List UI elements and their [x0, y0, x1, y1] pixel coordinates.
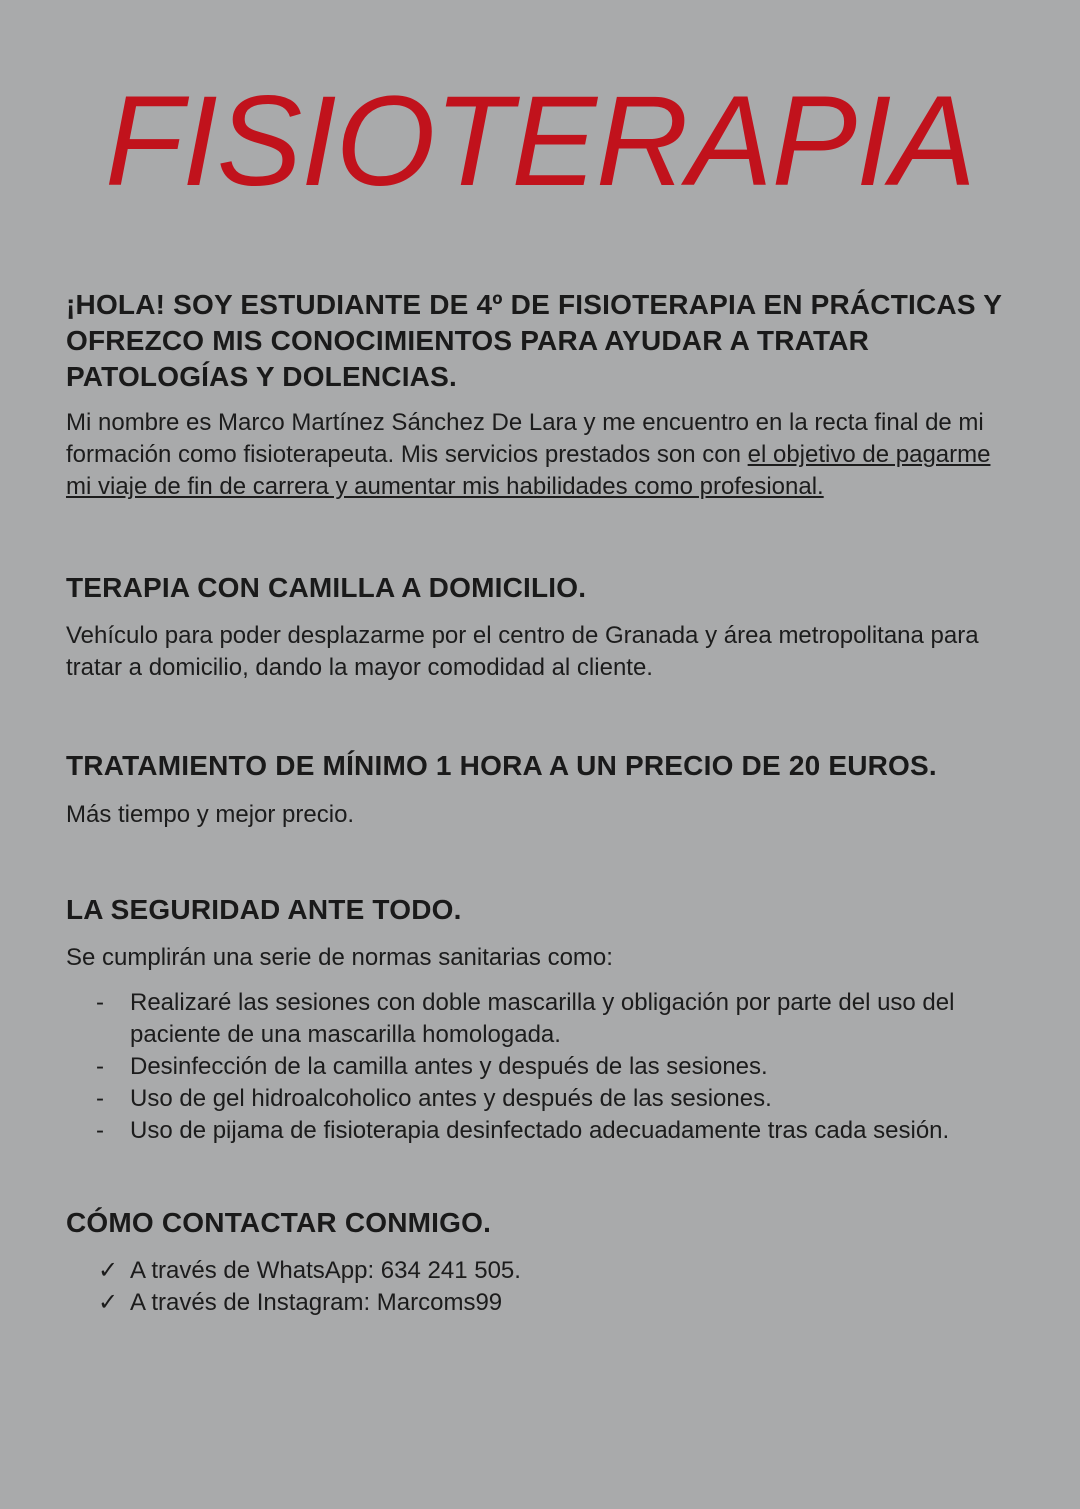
intro-text: [66, 407, 1016, 503]
contact-heading: CÓMO CONTACTAR CONMIGO.: [66, 1207, 492, 1238]
home-therapy-heading: TERAPIA CON CAMILLA A DOMICILIO.: [66, 572, 587, 603]
contact-section: [66, 1205, 1016, 1319]
intro-text-underlined: el objetivo de pagarme mi viaje de fin de carrera y aumentar mis habilidades como profesional.: [66, 441, 991, 500]
intro-text-plain: Mi nombre es Marco Martínez Sánchez De Lara y me encuentro en la recta final de mi formación como fisioterapeuta. Mis servicios prestados son con: [66, 409, 984, 468]
home-therapy-text: Vehículo para poder desplazarme por el centro de Granada y área metropolitana para tratar a domicilio, dando la mayor comodidad al cliente.: [66, 622, 979, 681]
list-item: - Desinfección de la camilla antes y después de las sesiones.: [66, 1051, 1016, 1083]
contact-list: [66, 1255, 1016, 1319]
safety-heading: LA SEGURIDAD ANTE TODO.: [66, 894, 462, 925]
contact-item-whatsapp: ✓ A través de WhatsApp: 634 241 505.: [66, 1255, 1016, 1287]
dash-bullet: -: [96, 1117, 104, 1144]
safety-list: [66, 987, 1016, 1147]
safety-text: Se cumplirán una serie de normas sanitarias como:: [66, 944, 613, 971]
list-item: - Realizaré las sesiones con doble mascarilla y obligación por parte del uso del paciente de una mascarilla homologada.: [96, 989, 955, 1048]
home-therapy-section: [66, 570, 1016, 684]
safety-section: [66, 892, 1016, 1147]
dash-bullet: -: [96, 989, 104, 1016]
intro-section: [66, 287, 1016, 503]
list-item: - Uso de gel hidroalcoholico antes y después de las sesiones.: [66, 1083, 1016, 1115]
dash-bullet: -: [96, 1053, 104, 1080]
treatment-text: Más tiempo y mejor precio.: [66, 801, 355, 828]
dash-bullet: -: [96, 1085, 104, 1112]
treatment-heading: TRATAMIENTO DE MÍNIMO 1 HORA A UN PRECIO DE 20 EUROS.: [66, 750, 937, 781]
intro-heading: ¡HOLA! SOY ESTUDIANTE DE 4º DE FISIOTERAPIA EN PRÁCTICAS Y OFREZCO MIS CONOCIMIENTOS PARA AYUDAR A TRATAR PATOLOGÍAS Y DOLENCIAS.: [66, 289, 1002, 392]
checkmark-icon: ✓: [98, 1257, 119, 1284]
contact-item-instagram: ✓ A través de Instagram: Marcoms99: [66, 1287, 1016, 1319]
list-item: - Uso de pijama de fisioterapia desinfectado adecuadamente tras cada sesión.: [66, 1115, 1016, 1147]
checkmark-icon: ✓: [98, 1289, 119, 1316]
treatment-section: [66, 748, 1016, 831]
page-title: FISIOTERAPIA: [105, 70, 975, 213]
